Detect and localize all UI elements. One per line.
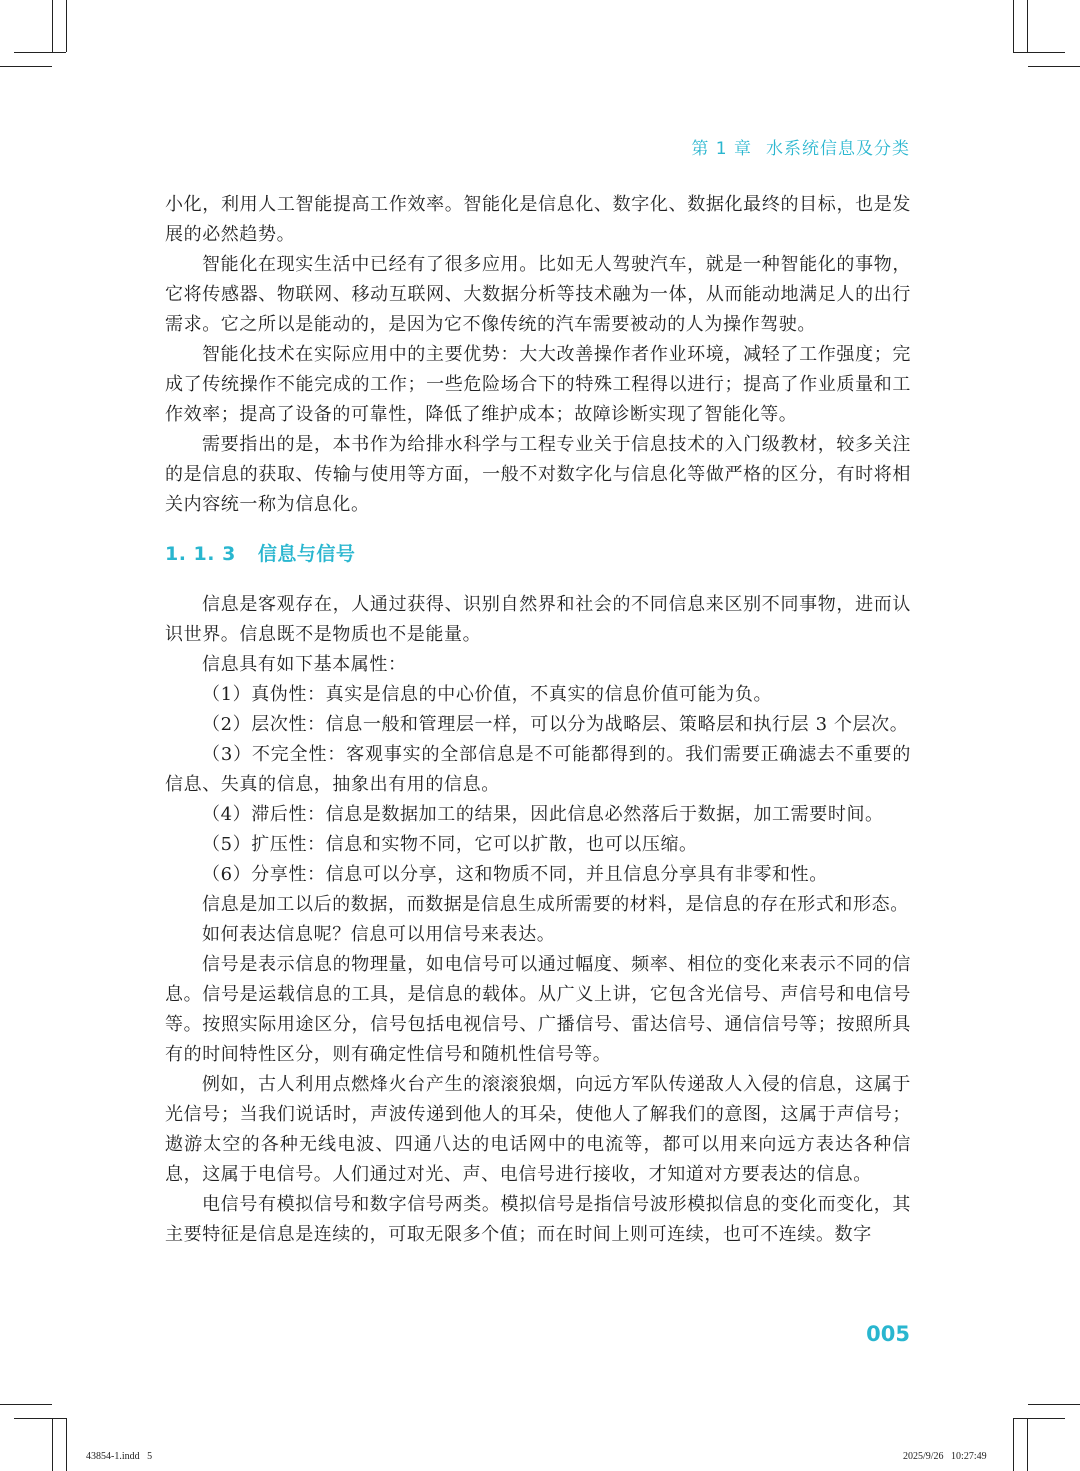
- paragraph: 信号是表示信息的物理量，如电信号可以通过幅度、频率、相位的变化来表示不同的信息。信号是运载信息的工具，是信息的载体。从广义上讲，它包含光信号、声信号和电信号等。按照实际用途区分，信号包括电视信号、广播信号、雷达信号、通信信号等；按照所具有的时间特性区分，则有确定性信号和随机性信号等。: [165, 954, 911, 1065]
- running-header: [691, 134, 910, 159]
- crop-mark: [1013, 52, 1065, 53]
- paragraph: 信息具有如下基本属性：: [202, 654, 407, 675]
- paragraph: 信息是客观存在，人通过获得、识别自然界和社会的不同信息来区别不同事物，进而认识世界。信息既不是物质也不是能量。: [165, 594, 911, 645]
- list-item: （2）层次性：信息一般和管理层一样，可以分为战略层、策略层和执行层 3 个层次。: [202, 714, 909, 735]
- slug-file: 43854-1.indd 5: [86, 1451, 153, 1462]
- crop-mark: [1013, 0, 1014, 52]
- crop-mark: [0, 1404, 52, 1405]
- crop-mark: [66, 0, 67, 52]
- paragraph: 信息是加工以后的数据，而数据是信息生成所需要的材料，是信息的存在形式和形态。: [202, 894, 909, 915]
- list-item: （1）真伪性：真实是信息的中心价值，不真实的信息价值可能为负。: [202, 684, 773, 705]
- crop-mark: [52, 0, 53, 52]
- paragraph: 小化，利用人工智能提高工作效率。智能化是信息化、数字化、数据化最终的目标，也是发展的必然趋势。: [165, 194, 911, 245]
- crop-mark: [0, 66, 52, 67]
- crop-mark: [1027, 0, 1028, 52]
- paragraph: 智能化在现实生活中已经有了很多应用。比如无人驾驶汽车，就是一种智能化的事物，它将传感器、物联网、移动互联网、大数据分析等技术融为一体，从而能动地满足人的出行需求。它之所以是能动的，是因为它不像传统的汽车需要被动的人为操作驾驶。: [165, 254, 911, 335]
- crop-mark: [1013, 1418, 1014, 1471]
- crop-mark: [66, 1418, 67, 1471]
- paragraph: 电信号有模拟信号和数字信号两类。模拟信号是指信号波形模拟信息的变化而变化，其主要特征是信息是连续的，可取无限多个值；而在时间上则可连续，也可不连续。数字: [165, 1194, 911, 1245]
- crop-mark: [1013, 1418, 1065, 1419]
- section-heading: [165, 534, 911, 574]
- section-number: 1. 1. 3: [165, 543, 236, 565]
- list-item: （4）滞后性：信息是数据加工的结果，因此信息必然落后于数据，加工需要时间。: [202, 804, 884, 825]
- crop-mark: [1028, 66, 1080, 67]
- section-title: 信息与信号: [257, 543, 356, 565]
- list-item: （6）分享性：信息可以分享，这和物质不同，并且信息分享具有非零和性。: [202, 864, 828, 885]
- page-number: 005: [866, 1322, 910, 1346]
- slug-timestamp: 2025/9/26 10:27:49: [903, 1451, 987, 1462]
- list-item: （3）不完全性：客观事实的全部信息是不可能都得到的。我们需要正确滤去不重要的信息、失真的信息，抽象出有用的信息。: [165, 744, 911, 795]
- chapter-title: 水系统信息及分类: [766, 139, 910, 159]
- paragraph: 如何表达信息呢？信息可以用信号来表达。: [202, 924, 556, 945]
- crop-mark: [52, 1418, 53, 1471]
- paragraph: 需要指出的是，本书作为给排水科学与工程专业关于信息技术的入门级教材，较多关注的是信息的获取、传输与使用等方面，一般不对数字化与信息化等做严格的区分，有时将相关内容统一称为信息化。: [165, 434, 911, 515]
- crop-mark: [14, 1418, 66, 1419]
- crop-mark: [1028, 1404, 1080, 1405]
- page-body: [165, 190, 911, 1250]
- chapter-number: 第 1 章: [691, 139, 752, 159]
- paragraph: 例如，古人利用点燃烽火台产生的滚滚狼烟，向远方军队传递敌人入侵的信息，这属于光信号；当我们说话时，声波传递到他人的耳朵，使他人了解我们的意图，这属于声信号；遨游太空的各种无线电波、四通八达的电话网中的电流等，都可以用来向远方表达各种信息，这属于电信号。人们通过对光、声、电信号进行接收，才知道对方要表达的信息。: [165, 1074, 911, 1185]
- paragraph: 智能化技术在实际应用中的主要优势：大大改善操作者作业环境，减轻了工作强度；完成了传统操作不能完成的工作；一些危险场合下的特殊工程得以进行；提高了作业质量和工作效率；提高了设备的可靠性，降低了维护成本；故障诊断实现了智能化等。: [165, 344, 911, 425]
- crop-mark: [14, 52, 66, 53]
- crop-mark: [1027, 1418, 1028, 1471]
- list-item: （5）扩压性：信息和实物不同，它可以扩散，也可以压缩。: [202, 834, 698, 855]
